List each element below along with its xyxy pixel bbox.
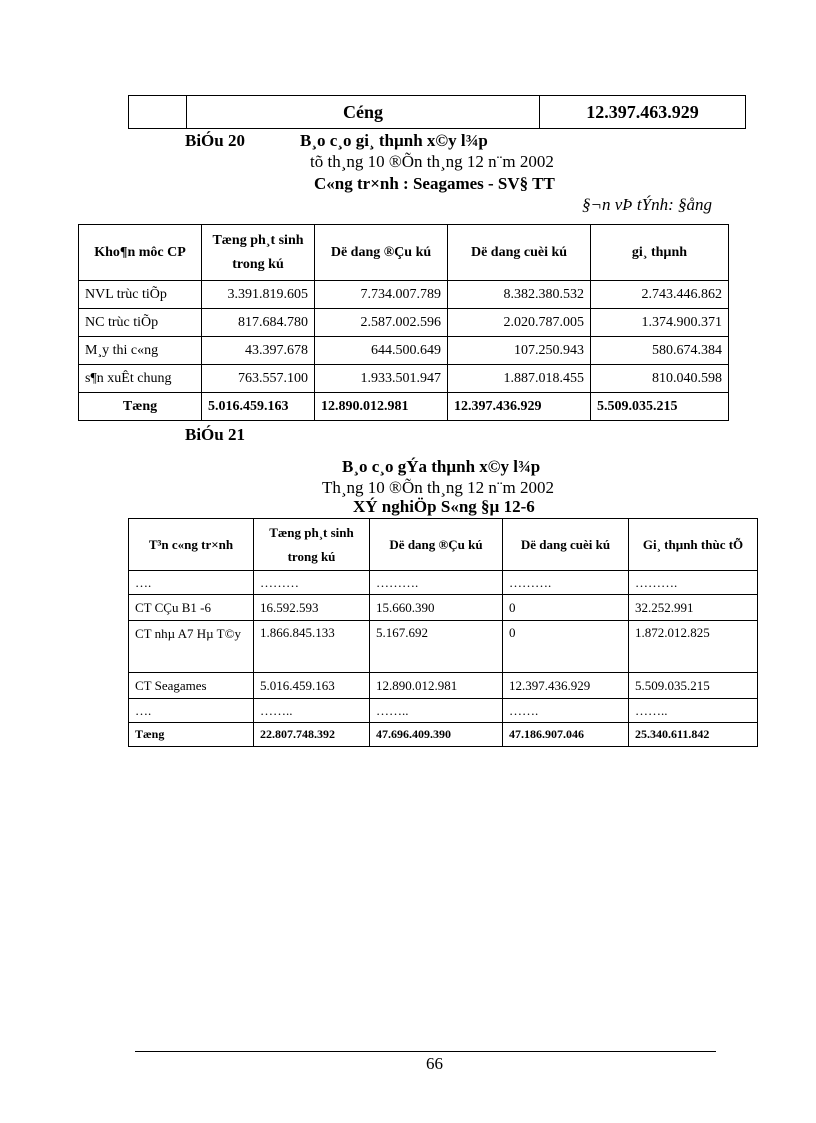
table-cell: 0 bbox=[503, 595, 629, 621]
table-cell: 1.872.012.825 bbox=[629, 621, 758, 673]
table-cell: NC trùc tiÕp bbox=[79, 309, 202, 337]
table-row bbox=[129, 595, 758, 621]
report21-header-row bbox=[129, 519, 758, 571]
table-cell: 810.040.598 bbox=[591, 365, 729, 393]
table-cell: 32.252.991 bbox=[629, 595, 758, 621]
report20-header-cell: Kho¶n môc CP bbox=[79, 225, 202, 281]
total-cell: 47.186.907.046 bbox=[503, 723, 629, 747]
table-cell: 1.887.018.455 bbox=[448, 365, 591, 393]
total-cell: 22.807.748.392 bbox=[254, 723, 370, 747]
report21-header-cell: Gi¸ thµnh thùc tÕ bbox=[629, 519, 758, 571]
table-cell: ………. bbox=[629, 571, 758, 595]
table-row bbox=[129, 699, 758, 723]
table-cell: …….. bbox=[254, 699, 370, 723]
table-cell: CT nhµ A7 Hµ T©y bbox=[129, 621, 254, 673]
top-label-cell: Céng bbox=[187, 96, 540, 129]
table-row bbox=[79, 365, 729, 393]
table-cell: M¸y thi c«ng bbox=[79, 337, 202, 365]
table-row bbox=[79, 337, 729, 365]
table-cell: s¶n xuÊt chung bbox=[79, 365, 202, 393]
table-row bbox=[129, 621, 758, 673]
table-cell: …….. bbox=[370, 699, 503, 723]
table-cell: 5.509.035.215 bbox=[629, 673, 758, 699]
table-cell: 5.016.459.163 bbox=[254, 673, 370, 699]
footer-divider bbox=[135, 1051, 716, 1052]
table-cell: 2.743.446.862 bbox=[591, 281, 729, 309]
table-cell: 16.592.593 bbox=[254, 595, 370, 621]
table-cell: 7.734.007.789 bbox=[315, 281, 448, 309]
total-cell: 47.696.409.390 bbox=[370, 723, 503, 747]
report20-table bbox=[78, 224, 729, 421]
report21-total-row bbox=[129, 723, 758, 747]
table-cell: 12.397.436.929 bbox=[503, 673, 629, 699]
report21-header-cell: Dë dang cuèi kú bbox=[503, 519, 629, 571]
table-cell: 3.391.819.605 bbox=[202, 281, 315, 309]
total-label: Tæng bbox=[79, 393, 202, 421]
table-cell: 15.660.390 bbox=[370, 595, 503, 621]
report20-header-cell: gi¸ thµnh bbox=[591, 225, 729, 281]
report20-header-cell: Dë dang cuèi kú bbox=[448, 225, 591, 281]
table-cell: 1.933.501.947 bbox=[315, 365, 448, 393]
top-empty-cell bbox=[129, 96, 187, 129]
table-cell: 1.866.845.133 bbox=[254, 621, 370, 673]
table-cell: 107.250.943 bbox=[448, 337, 591, 365]
table-cell: …….. bbox=[629, 699, 758, 723]
total-cell: 5.509.035.215 bbox=[591, 393, 729, 421]
total-cell: 25.340.611.842 bbox=[629, 723, 758, 747]
report20-header-cell: Tæng ph¸t sinh trong kú bbox=[202, 225, 315, 281]
report20-unit: §¬n vÞ tÝnh: §ång bbox=[582, 195, 712, 214]
table-cell: CT Seagames bbox=[129, 673, 254, 699]
table-cell: 644.500.649 bbox=[315, 337, 448, 365]
table-row bbox=[129, 571, 758, 595]
total-cell: 5.016.459.163 bbox=[202, 393, 315, 421]
table-cell: ……… bbox=[254, 571, 370, 595]
report21-period: Th¸ng 10 ®Õn th¸ng 12 n¨m 2002 bbox=[322, 478, 555, 497]
top-value-cell: 12.397.463.929 bbox=[540, 96, 746, 129]
table-cell: ………. bbox=[370, 571, 503, 595]
total-label: Tæng bbox=[129, 723, 254, 747]
top-summary-table bbox=[128, 95, 746, 129]
table-cell: 2.587.002.596 bbox=[315, 309, 448, 337]
table-cell: 43.397.678 bbox=[202, 337, 315, 365]
report21-enterprise: XÝ nghiÖp S«ng §µ 12-6 bbox=[353, 497, 535, 516]
report20-project: C«ng tr×nh : Seagames - SV§ TT bbox=[314, 174, 555, 193]
table-row bbox=[129, 673, 758, 699]
table-cell: CT CÇu B1 -6 bbox=[129, 595, 254, 621]
report21-header-cell: Tæng ph¸t sinh trong kú bbox=[254, 519, 370, 571]
table-row bbox=[79, 281, 729, 309]
table-cell: 5.167.692 bbox=[370, 621, 503, 673]
table-row bbox=[79, 309, 729, 337]
table-cell: 763.557.100 bbox=[202, 365, 315, 393]
report20-period: tõ th¸ng 10 ®Õn th¸ng 12 n¨m 2002 bbox=[310, 152, 554, 171]
page-number: 66 bbox=[426, 1054, 443, 1073]
table-cell: NVL trùc tiÕp bbox=[79, 281, 202, 309]
report21-table bbox=[128, 518, 758, 747]
report20-header-row bbox=[79, 225, 729, 281]
table-cell: 580.674.384 bbox=[591, 337, 729, 365]
report20-code: BiÓu 20 bbox=[185, 131, 245, 150]
report20-total-row bbox=[79, 393, 729, 421]
table-cell: …. bbox=[129, 699, 254, 723]
report21-code: BiÓu 21 bbox=[185, 425, 245, 444]
table-cell: 8.382.380.532 bbox=[448, 281, 591, 309]
report20-header-cell: Dë dang ®Çu kú bbox=[315, 225, 448, 281]
table-cell: 12.890.012.981 bbox=[370, 673, 503, 699]
total-cell: 12.397.436.929 bbox=[448, 393, 591, 421]
table-cell: 1.374.900.371 bbox=[591, 309, 729, 337]
report20-title: B¸o c¸o gi¸ thµnh x©y l¾p bbox=[300, 131, 488, 150]
report21-title: B¸o c¸o gÝa thµnh x©y l¾p bbox=[342, 457, 541, 476]
table-cell: 2.020.787.005 bbox=[448, 309, 591, 337]
table-cell: 817.684.780 bbox=[202, 309, 315, 337]
table-cell: ………. bbox=[503, 571, 629, 595]
report21-header-cell: Dë dang ®Çu kú bbox=[370, 519, 503, 571]
total-cell: 12.890.012.981 bbox=[315, 393, 448, 421]
report21-header-cell: T³n c«ng tr×nh bbox=[129, 519, 254, 571]
table-cell: 0 bbox=[503, 621, 629, 673]
table-cell: …. bbox=[129, 571, 254, 595]
table-cell: ……. bbox=[503, 699, 629, 723]
